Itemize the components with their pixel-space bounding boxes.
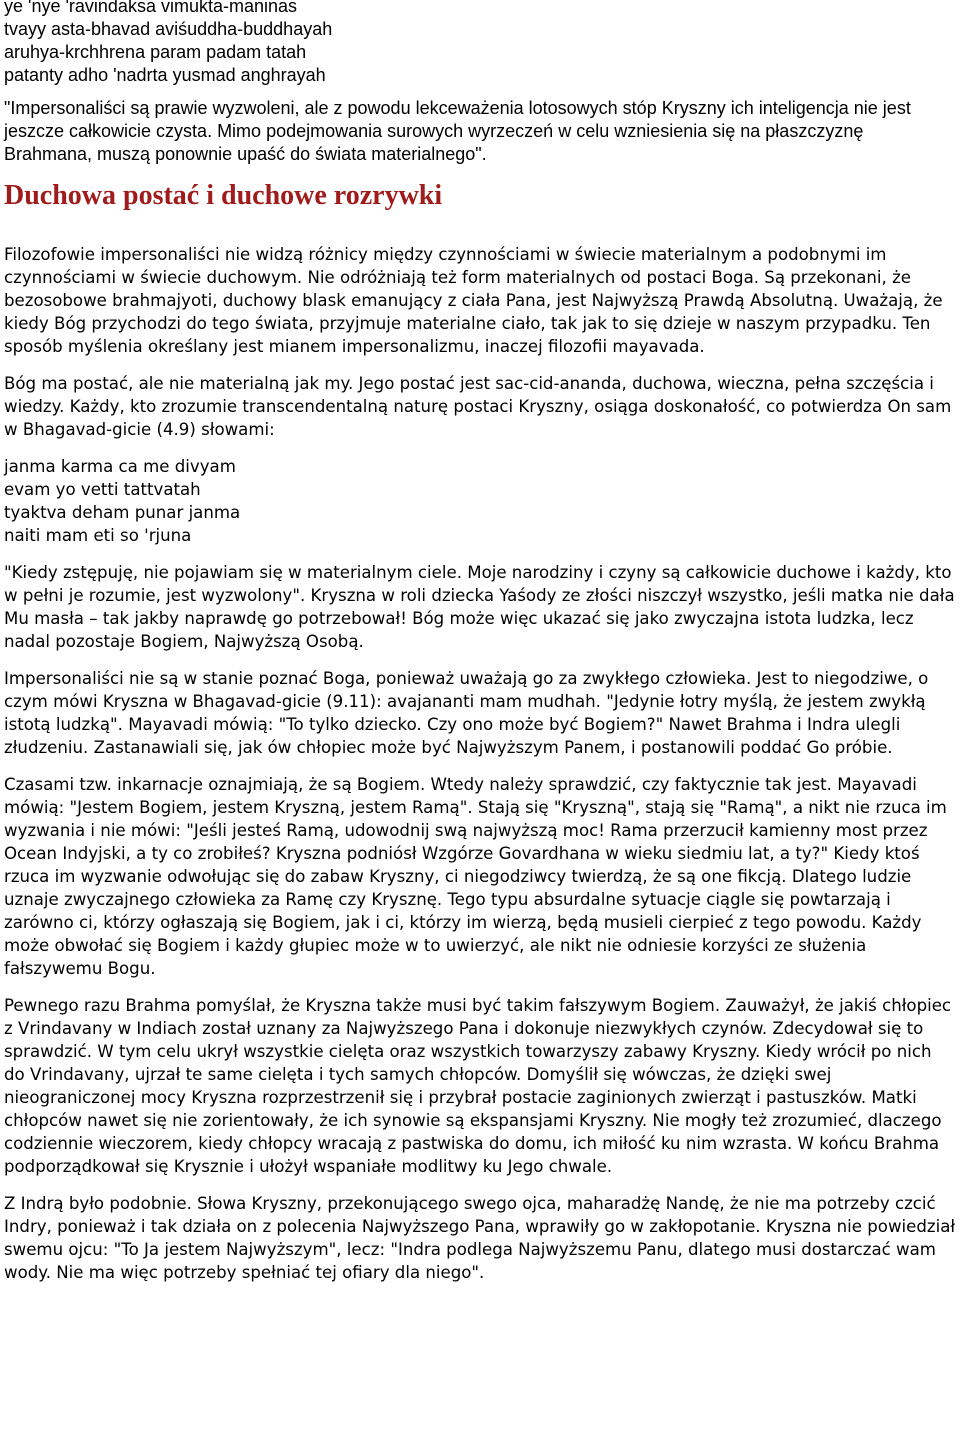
verse-line: tvayy asta-bhavad aviśuddha-buddhayah xyxy=(4,19,333,39)
sanskrit-verse-gita xyxy=(4,455,956,547)
verse-line: naiti mam eti so 'rjuna xyxy=(4,526,192,545)
paragraph: Impersonaliści nie są w stanie poznać Boga, ponieważ uważają go za zwykłego człowieka. Jest to niegodziwe, o czym mówi Kryszna w Bhagavad-gicie (9.11): avajananti mam mudhah. "Jedynie łotry myślą, że jestem zwykłą istotą ludzką". Mayavadi mówią: "To tylko dziecko. Czy ono może być Bogiem?" Nawet Brahma i Indra ulegli złudzeniu. Zastanawiali się, jak ów chłopiec może być Najwyższym Panem, i postanowili poddać Go próbie. xyxy=(4,669,929,757)
paragraph: Filozofowie impersonaliści nie widzą różnicy między czynnościami w świecie materialnym a podobnymi im czynnościami w świecie duchowym. Nie odróżniają też form materialnych od postaci Boga. Są przekonani, że bezosobowe brahmajyoti, duchowy blask emanujący z ciała Pana, jest Najwyższą Prawdą Absolutną. Uważają, że kiedy Bóg przychodzi do tego świata, przyjmuje materialne ciało, tak jak to się dzieje w naszym przypadku. Ten sposób myślenia określany jest mianem impersonalizmu, inaczej filozofii mayavada. xyxy=(4,245,943,356)
verse-line: tyaktva deham punar janma xyxy=(4,503,241,522)
verse-line: patanty adho 'nadrta yusmad anghrayah xyxy=(4,65,326,85)
section-heading: Duchowa postać i duchowe rozrywki xyxy=(4,180,443,211)
paragraph: Bóg ma postać, ale nie materialną jak my. Jego postać jest sac-cid-ananda, duchowa, wieczna, pełna szczęścia i wiedzy. Każdy, kto zrozumie transcendentalną naturę postaci Kryszny, osiąga doskonałość, co potwierdza On sam w Bhagavad-gicie (4.9) słowami: xyxy=(4,374,952,439)
verse-line: aruhya-krchhrena param padam tatah xyxy=(4,42,307,62)
verse-translation: "Impersonaliści są prawie wyzwoleni, ale z powodu lekceważenia lotosowych stóp Kryszny ich inteligencja nie jest jeszcze całkowicie czysta. Mimo podejmowania surowych wyrzeczeń w celu wzniesienia się na płaszczyznę Brahmana, muszą ponownie upaść do świata materialnego". xyxy=(4,98,911,164)
sanskrit-verse-top xyxy=(4,0,956,87)
paragraph: "Kiedy zstępuję, nie pojawiam się w materialnym ciele. Moje narodziny i czyny są całkowicie duchowe i każdy, kto w pełni je rozumie, jest wyzwolony". Kryszna w roli dziecka Yaśody ze złości niszczył wszystko, jeśli matka nie dała Mu masła – tak jakby naprawdę go potrzebował! Bóg może więc ukazać się jako zwyczajna istota ludzka, lecz nadal pozostaje Bogiem, Najwyższą Osobą. xyxy=(4,563,955,651)
verse-line: evam yo vetti tattvatah xyxy=(4,480,201,499)
verse-line: janma karma ca me divyam xyxy=(4,457,236,476)
paragraph: Pewnego razu Brahma pomyślał, że Kryszna także musi być takim fałszywym Bogiem. Zauważył, że jakiś chłopiec z Vrindavany w Indiach został uznany za Najwyższego Pana i dokonuje niezwykłych czynów. Zdecydował się to sprawdzić. W tym celu ukrył wszystkie cielęta oraz wszystkich towarzyszy zabawy Kryszny. Kiedy wrócił po nich do Vrindavany, ujrzał te same cielęta i tych samych chłopców. Domyślił się wówczas, że dzięki swej nieograniczonej mocy Kryszna rozprzestrzenił się i przybrał postacie zaginionych zwierząt i pastuszków. Matki chłopców nawet się nie zorientowały, że ich synowie są ekspansjami Kryszny. Nie mogły też zrozumieć, dlaczego codziennie wieczorem, kiedy chłopcy wracają z pastwiska do domu, ich miłość ku nim wzrasta. W końcu Brahma podporządkował się Krysznie i ułożył wspaniałe modlitwy ku Jego chwale. xyxy=(4,996,952,1176)
paragraph: Z Indrą było podobnie. Słowa Kryszny, przekonującego swego ojca, maharadżę Nandę, że nie ma potrzeby czcić Indry, ponieważ i tak działa on z polecenia Najwyższego Pana, wprawiły go w zakłopotanie. Kryszna nie powiedział swemu ojcu: "To Ja jestem Najwyższym", lecz: "Indra podlega Najwyższemu Panu, dlatego musi dostarczać wam wody. Nie ma więc potrzeby spełniać tej ofiary dla niego". xyxy=(4,1194,956,1282)
verse-line: ye 'nye 'ravindaksa vimukta-maninas xyxy=(4,0,298,16)
paragraph: Czasami tzw. inkarnacje oznajmiają, że są Bogiem. Wtedy należy sprawdzić, czy faktycznie tak jest. Mayavadi mówią: "Jestem Bogiem, jestem Kryszną, jestem Ramą". Stają się "Kryszną", stają się "Ramą", a nikt nie rzuca im wyzwania i nie mówi: "Jeśli jesteś Ramą, udowodnij swą najwyższą moc! Rama przerzucił kamienny most przez Ocean Indyjski, a ty co zrobiłeś? Kryszna podniósł Wzgórze Govardhana w wieku siedmiu lat, a ty?" Kiedy ktoś rzuca im wyzwanie odwołując się do zabaw Kryszny, ci niegodziwcy twierdzą, że są one fikcją. Dlatego ludzie uznaje zwyczajnego człowieka za Ramę czy Krysznę. Tego typu absurdalne sytuacje ciągle się powtarzają i zarówno ci, którzy ogłaszają się Bogiem, jak i ci, którzy im wierzą, będą musieli cierpieć z tego powodu. Każdy może obwołać się Bogiem i każdy głupiec może w to uwierzyć, ale nikt nie odniesie korzyści ze służenia fałszywemu Bogu. xyxy=(4,775,947,978)
